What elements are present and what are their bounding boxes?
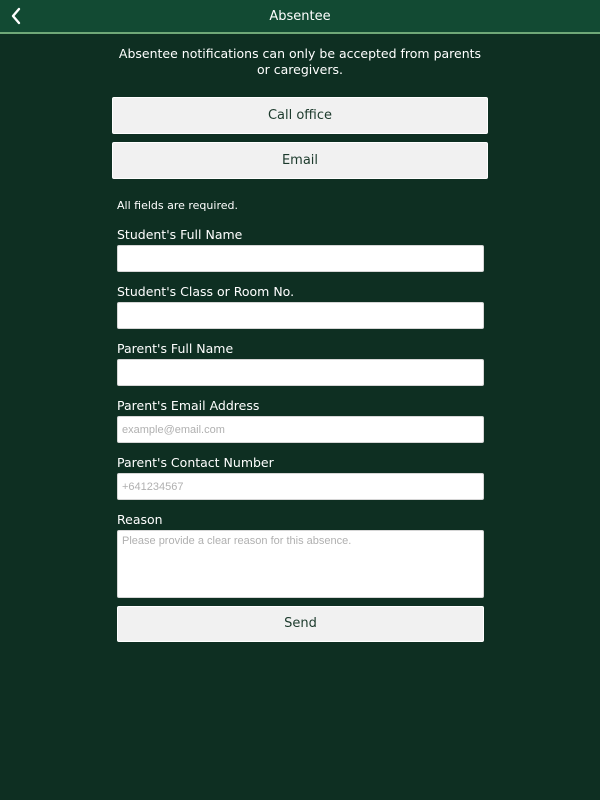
student-name-input[interactable] [118, 246, 483, 271]
reason-textarea[interactable] [118, 531, 483, 597]
reason-label: Reason [117, 512, 163, 527]
parent-name-label: Parent's Full Name [117, 341, 234, 356]
parent-email-field[interactable] [117, 416, 484, 443]
page-title: Absentee [269, 9, 331, 24]
student-class-label: Student's Class or Room No. [117, 284, 295, 299]
student-name-label: Student's Full Name [117, 227, 243, 242]
parent-phone-label: Parent's Contact Number [117, 455, 274, 470]
email-button[interactable]: Email [112, 142, 488, 179]
parent-email-input[interactable] [118, 417, 483, 442]
parent-phone-field[interactable] [117, 473, 484, 500]
required-note: All fields are required. [117, 199, 238, 212]
student-class-field[interactable] [117, 302, 484, 329]
student-class-input[interactable] [118, 303, 483, 328]
top-nav-bar [0, 0, 600, 34]
absentee-notice: Absentee notifications can only be accepted from parents or caregivers. [118, 46, 482, 77]
reason-field[interactable] [117, 530, 484, 598]
call-office-button[interactable]: Call office [112, 97, 488, 134]
parent-phone-input[interactable] [118, 474, 483, 499]
send-button[interactable]: Send [117, 606, 484, 642]
parent-name-field[interactable] [117, 359, 484, 386]
parent-name-input[interactable] [118, 360, 483, 385]
student-name-field[interactable] [117, 245, 484, 272]
parent-email-label: Parent's Email Address [117, 398, 260, 413]
